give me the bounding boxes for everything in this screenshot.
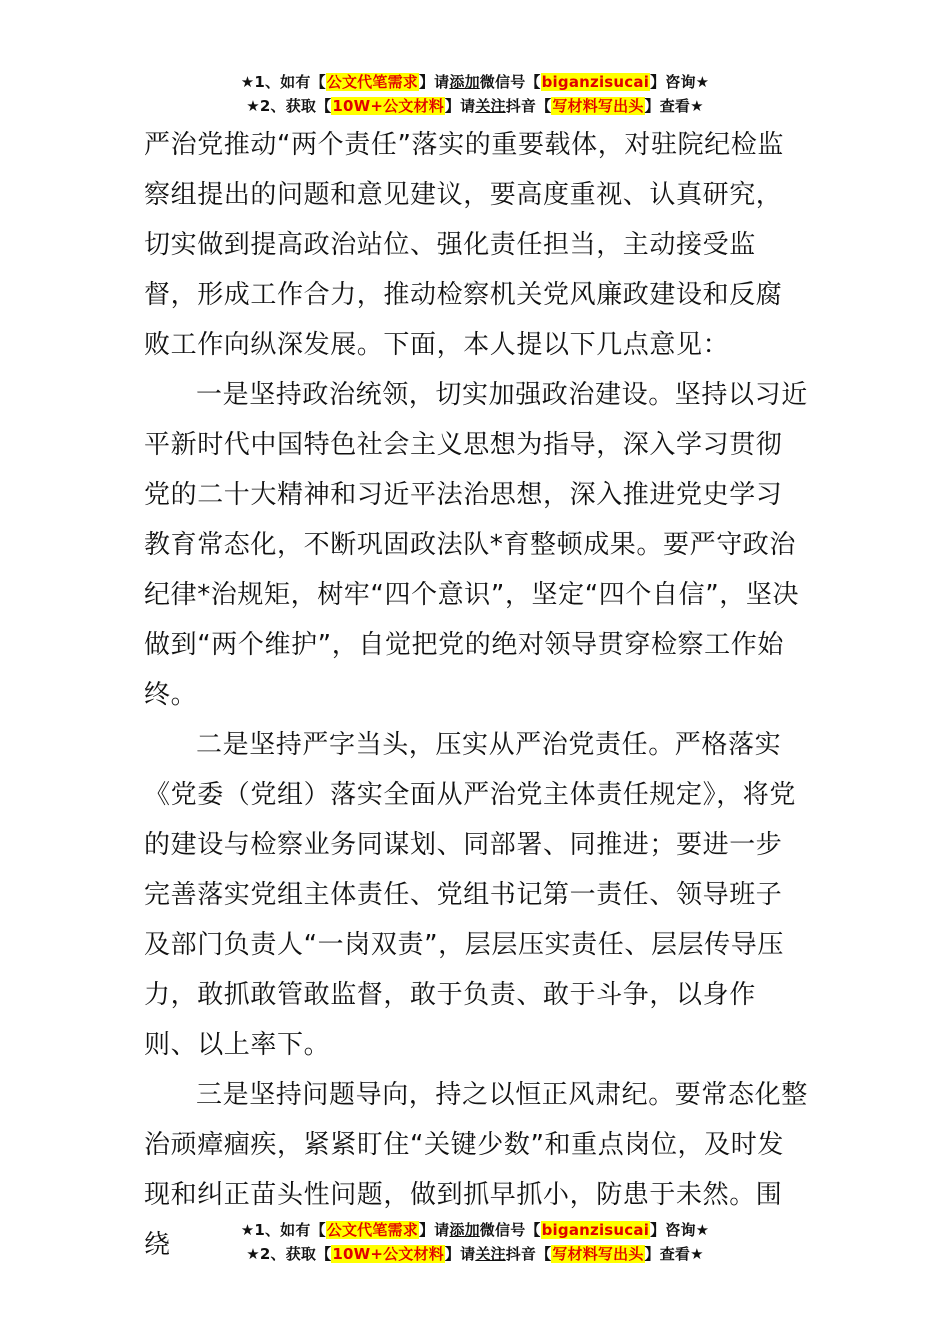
banner-text: ★2、获取【 [246,1245,332,1263]
banner-text: ★1、如有【 [240,1221,326,1239]
banner-text: 】请 [444,1245,476,1263]
banner-highlight: 公文代笔需求 [326,1221,418,1239]
banner-highlight: 10W+公文材料 [332,97,444,115]
banner-highlight: 公文代笔需求 [326,73,418,91]
banner-highlight: 10W+公文材料 [332,1245,444,1263]
banner-line-2 [0,1242,950,1266]
banner-underline: 添加 [449,1221,480,1239]
banner-highlight: 写材料写出头 [552,97,644,115]
banner-highlight: 写材料写出头 [552,1245,644,1263]
banner-text: 】请 [418,1221,450,1239]
banner-highlight: biganzisucai [541,73,650,91]
paragraph-point-1: 一是坚持政治统领，切实加强政治建设。坚持以习近平新时代中国特色社会主义思想为指导，深入学习贯彻党的二十大精神和习近平法治思想，深入推进党史学习教育常态化，不断巩固政法队*育整顿成果。要严守政治纪律*治规矩，树牢“四个意识”，坚定“四个自信”，坚决做到“两个维护”，自觉把党的绝对领导贯穿检察工作始终。 [144,380,808,710]
banner-text: 】请 [418,73,450,91]
banner-text: 抖音【 [505,97,552,115]
banner-text: 抖音【 [505,1245,552,1263]
banner-text: ★2、获取【 [246,97,332,115]
banner-line-2 [0,94,950,118]
banner-highlight: biganzisucai [541,1221,650,1239]
banner-text: 微信号【 [479,1221,541,1239]
banner-line-1 [0,1218,950,1242]
banner-underline: 关注 [475,1245,506,1263]
header-banner [0,70,950,118]
banner-underline: 关注 [475,97,506,115]
document-body [144,120,808,1270]
paragraph-point-3: 三是坚持问题导向，持之以恒正风肃纪。要常态化整治顽瘴痼疾，紧紧盯住“关键少数”和重点岗位，及时发现和纠正苗头性问题，做到抓早抓小，防患于未然。围绕 [144,1080,808,1260]
footer-banner [0,1218,950,1266]
banner-text: 】咨询★ [650,1221,710,1239]
banner-text: 】请 [444,97,476,115]
paragraph-continued: 严治党推动“两个责任”落实的重要载体，对驻院纪检监察组提出的问题和意见建议，要高度重视、认真研究，切实做到提高政治站位、强化责任担当，主动接受监督，形成工作合力，推动检察机关党风廉政建设和反腐败工作向纵深发展。下面，本人提以下几点意见： [144,130,784,360]
banner-text: 】查看★ [644,97,704,115]
banner-text: 微信号【 [479,73,541,91]
paragraph-point-2: 二是坚持严字当头，压实从严治党责任。严格落实《党委（党组）落实全面从严治党主体责任规定》，将党的建设与检察业务同谋划、同部署、同推进；要进一步完善落实党组主体责任、党组书记第一责任、领导班子及部门负责人“一岗双责”，层层压实责任、层层传导压力，敢抓敢管敢监督，敢于负责、敢于斗争，以身作则、以上率下。 [144,730,797,1060]
banner-text: 】查看★ [644,1245,704,1263]
banner-underline: 添加 [449,73,480,91]
banner-line-1 [0,70,950,94]
banner-text: 】咨询★ [650,73,710,91]
banner-text: ★1、如有【 [240,73,326,91]
